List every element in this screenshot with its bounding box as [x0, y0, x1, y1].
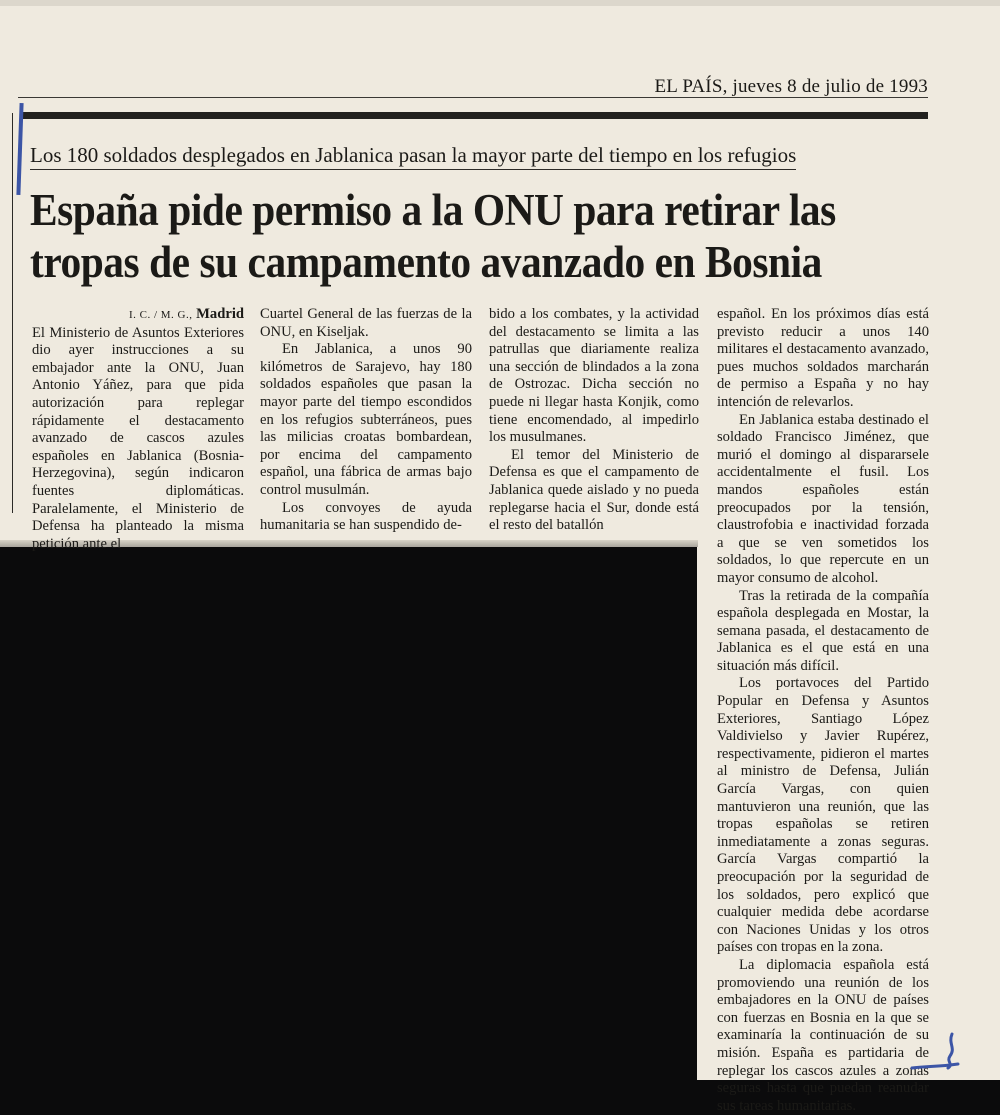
article-headline: España pide permiso a la ONU para retirar las tropas de su campamento avanzado en Bosnia	[30, 185, 836, 287]
byline-city: Madrid	[196, 306, 244, 322]
paragraph: Tras la retirada de la compañía española desplegada en Mostar, la semana pasada, el destacamento de Jablanica es el que está en una situación más difícil.	[717, 587, 929, 674]
left-margin-edge	[0, 113, 13, 513]
paragraph: Los convoyes de ayuda humanitaria se han suspendido de-	[260, 499, 472, 534]
article-column-4	[717, 306, 929, 1115]
paragraph: La diplomacia española está promoviendo una reunión de los embajadores en la ONU de países con fuerzas en Bosnia en la que se examinaría la continuación de su misión. España es partidaria de replegar los cascos azules a zonas seguras hasta que puedan reanudar sus tareas humanitarias.	[717, 956, 929, 1114]
paragraph: Los portavoces del Partido Popular en Defensa y Asuntos Exteriores, Santiago López Valdivielso y Javier Rupérez, respectivamente, pidieron el martes al ministro de Defensa, Julián García Vargas, con quien mantuvieron una reunión, que las tropas españolas se retiren inmediatamente a zonas seguras. García Vargas compartió la preocupación por la seguridad de los soldados, pero explicó que cualquier medida debe acordarse con Naciones Unidas y los otros países con tropas en la zona.	[717, 675, 929, 956]
header-rule-thin	[18, 97, 928, 98]
article-column-3	[489, 306, 699, 535]
dateline: EL PAÍS, jueves 8 de julio de 1993	[654, 76, 928, 97]
paragraph: El temor del Ministerio de Defensa es que el campamento de Jablanica quede aislado y no pueda replegarse hacia el Sur, donde está el resto del batallón	[489, 446, 699, 534]
byline-initials: I. C. / M. G.,	[128, 309, 193, 321]
paragraph: En Jablanica, a unos 90 kilómetros de Sarajevo, hay 180 soldados españoles que pasan la mayor parte del tiempo escondidos en los refugios subterráneos, pues las milicias croatas bombardean, por encima del campamento español, una fábrica de armas bajo control musulmán.	[260, 341, 472, 498]
handwritten-mark-icon	[908, 1030, 960, 1072]
paragraph: El Ministerio de Asuntos Exteriores dio ayer instrucciones a su embajador ante la ONU, Juan Antonio Yáñez, para que pida autorización para replegar rápidamente el destacamento avanzado de cascos azules españoles en Jablanica (Bosnia-Herzegovina), según indicaron fuentes diplomáticas. Paralelamente, el Ministerio de Defensa ha planteado la misma petición ante el	[32, 324, 244, 552]
article-column-1	[32, 306, 244, 553]
paragraph: En Jablanica estaba destinado el soldado Francisco Jiménez, que murió el domingo al dispararsele accidentalmente el fusil. Los mandos españoles están preocupados por la tensión, claustrofobia e inactividad forzada a que se ven sometidos los soldados, lo que repercute en un mayor consumo de alcohol.	[717, 411, 929, 586]
paragraph: español. En los próximos días está previsto reducir a unos 140 militares el destacamento avanzado, pues muchos soldados marcharán de permiso a España y no hay intención de relevarlos.	[717, 306, 929, 410]
paragraph: Cuartel General de las fuerzas de la ONU, en Kiseljak.	[260, 306, 472, 340]
article-subtitle: Los 180 soldados desplegados en Jablanica pasan la mayor parte del tiempo en los refugios	[30, 143, 796, 170]
article-column-2	[260, 306, 472, 535]
paragraph: bido a los combates, y la actividad del destacamento se limita a las patrullas que diariamente realiza una sección de blindados a la zona de Ostrozac. Dicha sección no puede ni llegar hasta Konjik, como tiene encomendado, al impedirlo los musulmanes.	[489, 306, 699, 446]
paper-fold	[0, 0, 1000, 6]
header-rule-thick	[22, 112, 928, 119]
byline	[32, 306, 244, 325]
